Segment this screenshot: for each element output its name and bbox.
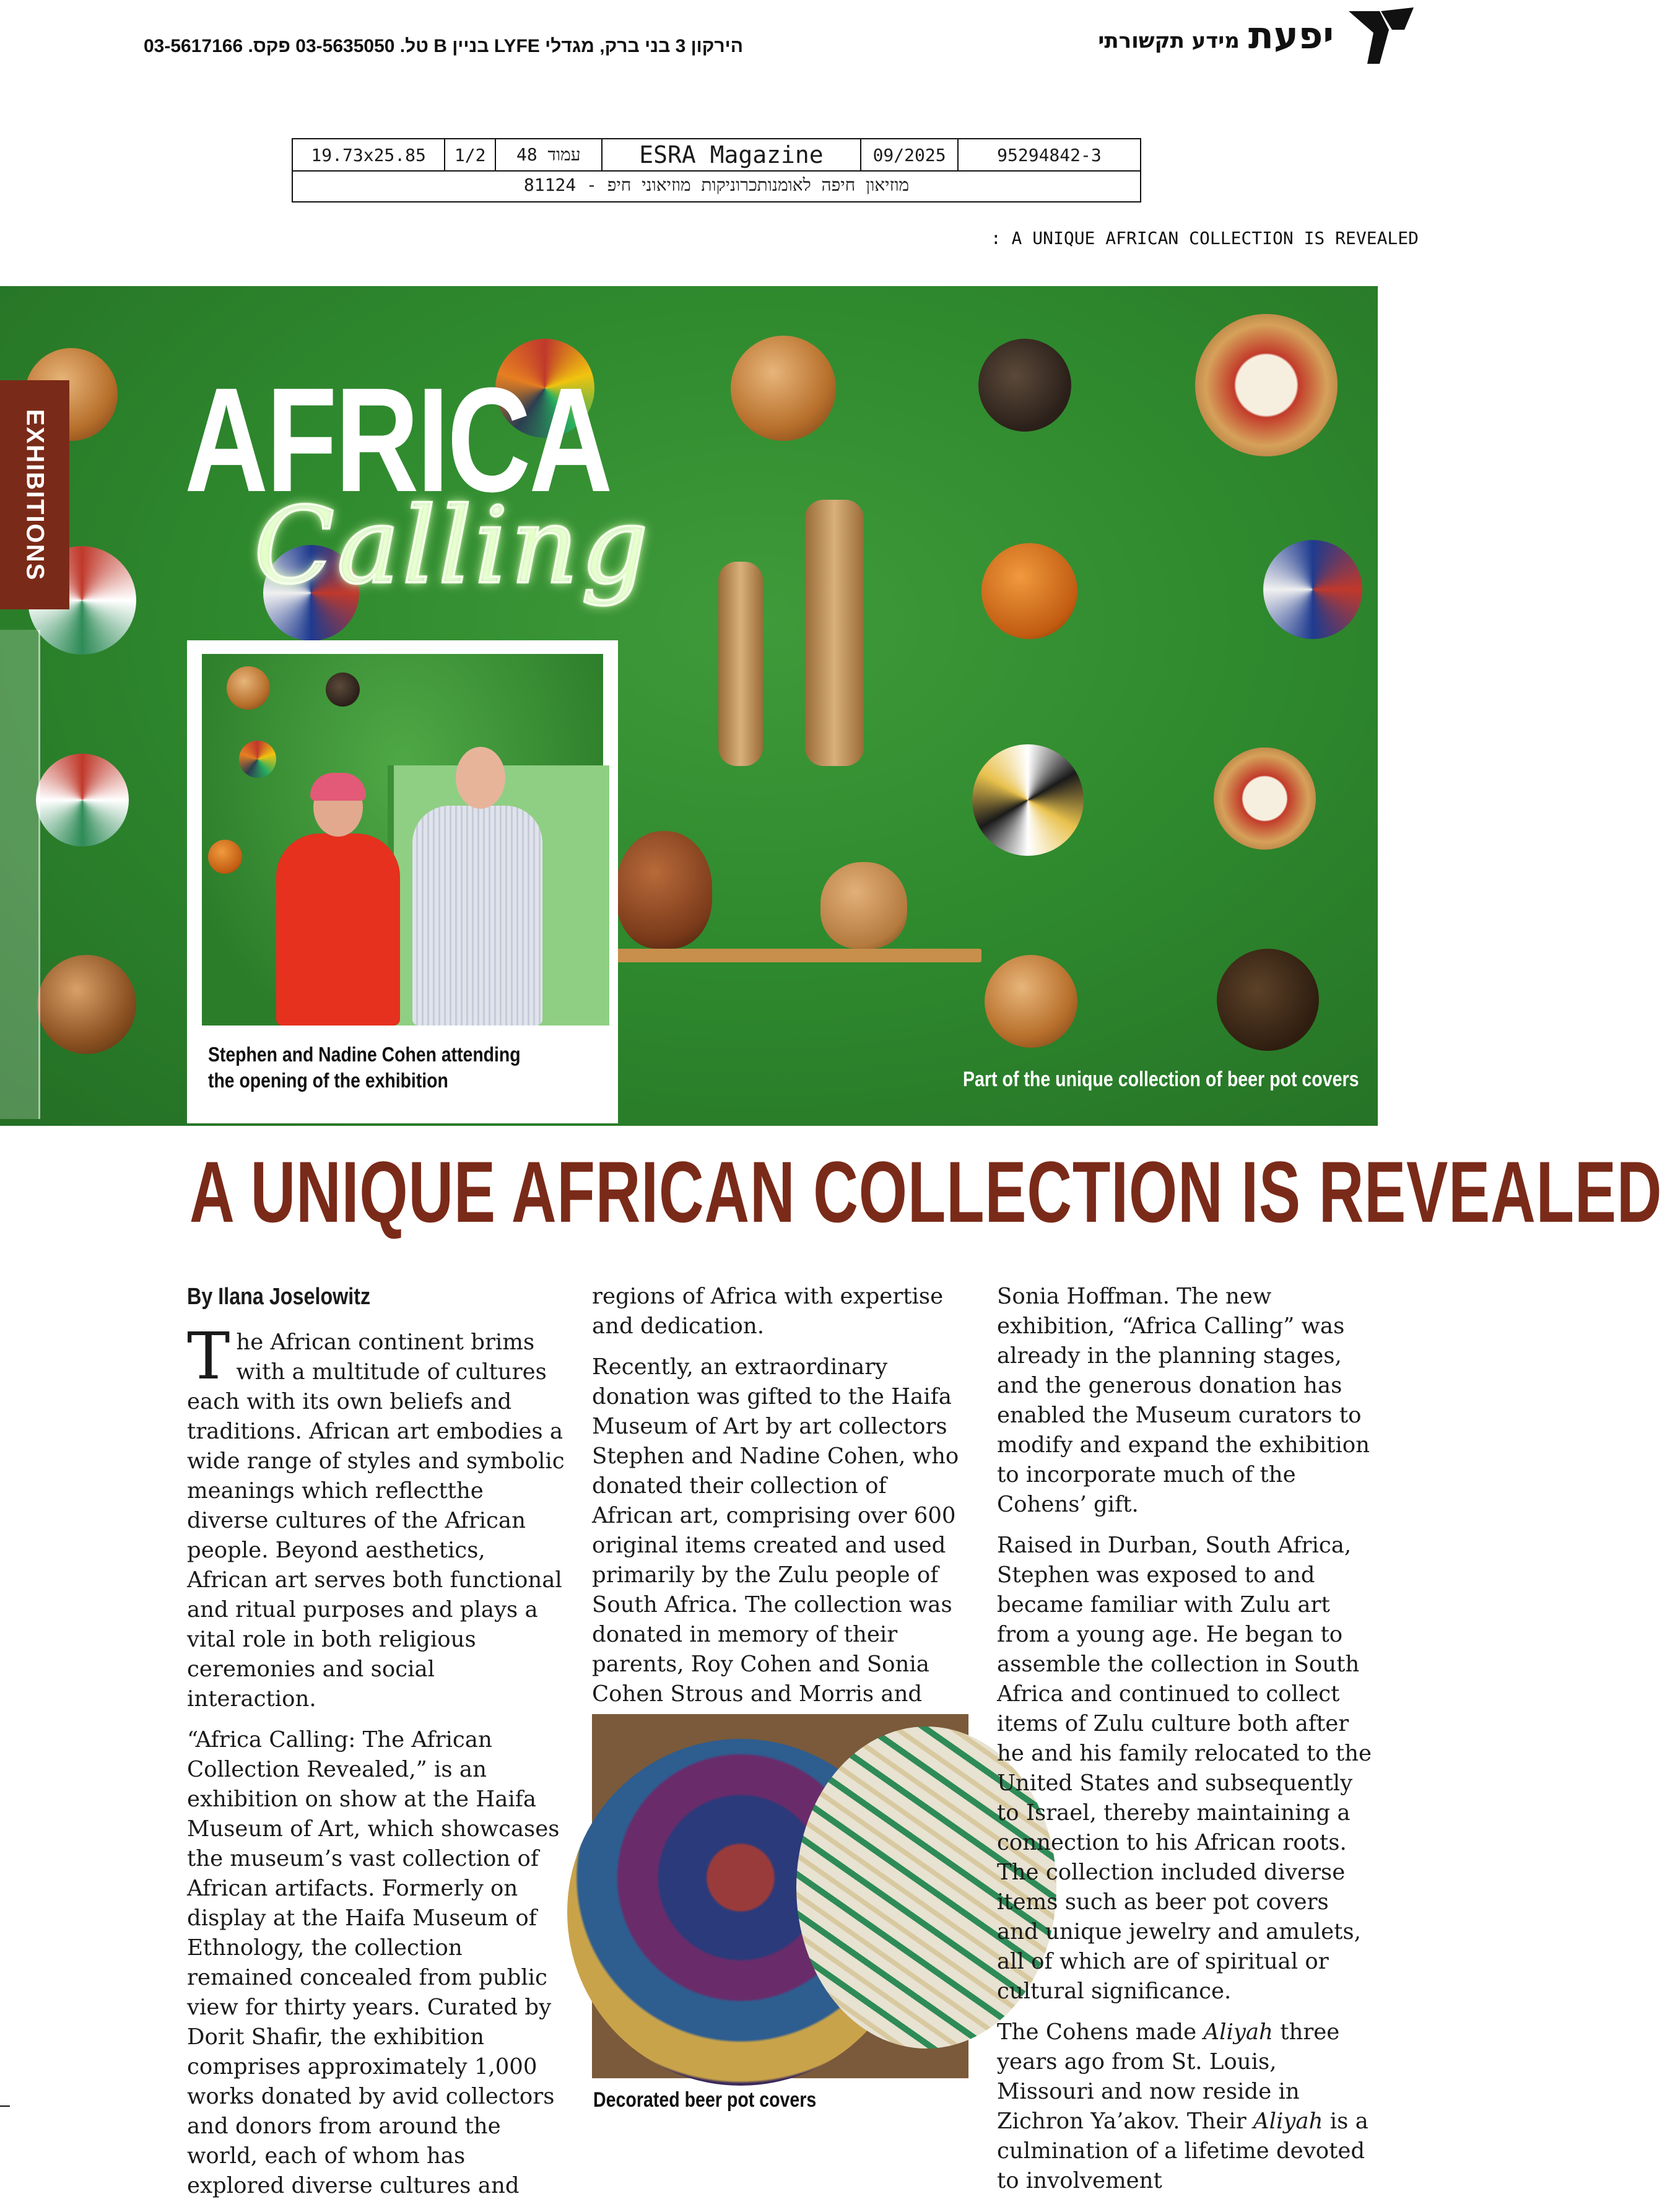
basket-photo: [592, 1714, 968, 2078]
clipping-info-row: [293, 139, 1140, 172]
article-column-2: [592, 1282, 971, 1720]
beer-pot-cover: [1217, 949, 1319, 1051]
article-paragraph: Raised in Durban, South Africa, Stephen was exposed to and became familiar with Zulu art from a young age. He began to assemble the collection in South Africa and continued to collect items of Zulu culture both after he and his family relocated to the United States and subsequently to Israel, thereby maintaining a connection to his African roots. The collection included diverse items such as beer pot covers and unique jewelry and amulets, all of which are of spiritual or cultural significance.: [997, 1533, 1372, 2004]
wooden-shelf: [616, 949, 981, 962]
article-byline: By Ilana Joselowitz: [187, 1284, 371, 1310]
inset-photo: [202, 654, 603, 1025]
hero-photo: [0, 286, 1378, 1126]
clipping-client: מוזיאון חיפה לאומנותכרוניקות מוזיאוני חיפ - 81124: [523, 175, 910, 195]
beer-pot-cover: [227, 666, 270, 710]
clipping-page: עמוד 48: [496, 139, 603, 170]
beer-pot-cover: [1263, 540, 1362, 639]
article-headline: A UNIQUE AFRICAN COLLECTION IS REVEALED: [189, 1143, 1662, 1240]
beer-pot-cover: [208, 840, 242, 874]
clipping-size: 19.73x25.85: [293, 139, 445, 170]
clay-pot: [616, 831, 712, 949]
article-column-1: [187, 1282, 566, 2212]
beer-pot-cover: [37, 955, 136, 1054]
hero-caption: Part of the unique collection of beer pot covers: [963, 1068, 1359, 1091]
beer-pot-cover: [985, 955, 1077, 1048]
article-column-3: [997, 1282, 1376, 2207]
section-tab-label: EXHIBITIONS: [21, 409, 49, 581]
article-paragraph: Recently, an extraordinary donation was gifted to the Haifa Museum of Art by art collectors Stephen and Nadine Cohen, who donated their collection of African art, comprising over 600 original items created and used primarily by the Zulu people of South Africa. The collection was donated in memory of their parents, Roy Cohen and Sonia Cohen Strous and Morris and: [592, 1354, 959, 1707]
beer-pot-cover: [731, 336, 836, 441]
drop-cap: T: [187, 1318, 230, 1394]
beer-pot-cover: [981, 543, 1077, 639]
beer-pot-cover: [239, 741, 276, 778]
beer-pot-cover: [36, 754, 129, 847]
clipping-part: 1/2: [445, 139, 496, 170]
beer-pot-cover: [1195, 314, 1338, 456]
clipping-id: 95294842-3: [997, 144, 1102, 165]
clay-pot: [820, 862, 907, 949]
clipping-publication: ESRA Magazine: [603, 139, 862, 170]
beer-pot-cover: [972, 744, 1084, 856]
inset-caption: Stephen and Nadine Cohen attending the opening of the exhibition: [208, 1043, 521, 1092]
inset-photo-frame: [187, 640, 618, 1123]
hero-title-script: Calling: [254, 485, 651, 607]
person-stephen: [412, 747, 542, 1025]
article-paragraph: Sonia Hoffman. The new exhibition, “Africa Calling” was already in the planning stages, and the generous donation has enabled the Museum curators to modify and expand the exhibition to incorporate much of the Cohens’ gift.: [997, 1284, 1370, 1517]
beer-pot-cover: [1214, 747, 1316, 850]
clipping-brand: [1098, 5, 1417, 67]
article-paragraph: “Africa Calling: The African Collection Revealed,” is an exhibition on show at the Haifa Museum of Art, which showcases the museum’s vast collection of African artifacts. Formerly on display at the Haifa Museum of Ethnology, the collection remained concealed from public view for thirty years. Curated by Dorit Shafir, the exhibition comprises approximately 1,000 works donated by avid collectors and donors from around the world, each of whom has explored diverse cultures and: [187, 1727, 560, 2198]
brand-tagline: מידע תקשורתי: [1098, 28, 1240, 53]
clipping-date: 09/2025: [861, 139, 959, 170]
hero-title-main: AFRICA: [185, 357, 611, 523]
clipping-contact: הירקון 3 בני ברק, מגדלי LYFE בניין B טל. 03-5635050 פקס. 03-5617166: [144, 36, 743, 56]
beer-pot-cover: [326, 673, 360, 707]
section-tab: [0, 380, 69, 609]
article-paragraph: The African continent brims with a multitude of cultures each with its own beliefs and traditions. African art embodies a wide range of styles and symbolic meanings which reflectthe diverse cultures of the African people. Beyond aesthetics, African art serves both functional and ritual purposes and plays a vital role in both religious ceremonies and social interaction.: [187, 1318, 565, 1712]
brand-logo-icon: [1342, 5, 1417, 67]
margin-mark: [0, 2105, 10, 2107]
article-paragraph: regions of Africa with expertise and dedication.: [592, 1284, 944, 1339]
beer-pot-cover: [978, 339, 1071, 432]
person-nadine: [276, 778, 400, 1025]
article-paragraph: The Cohens made Aliyah three years ago from St. Louis, Missouri and now reside in Zichron Ya’akov. Their Aliyah is a culmination of a lifetime devoted to involvement: [997, 2019, 1368, 2193]
woven-sheath: [805, 500, 864, 766]
brand-name: יפעת: [1248, 14, 1334, 58]
clipping-header: [0, 0, 1454, 81]
glass-vitrine: [0, 630, 40, 1119]
woven-sheath: [718, 562, 763, 766]
clipping-info-box: [292, 138, 1141, 202]
clipping-subject: : A UNIQUE AFRICAN COLLECTION IS REVEALED: [990, 228, 1419, 248]
basket-caption: Decorated beer pot covers: [593, 2088, 817, 2112]
